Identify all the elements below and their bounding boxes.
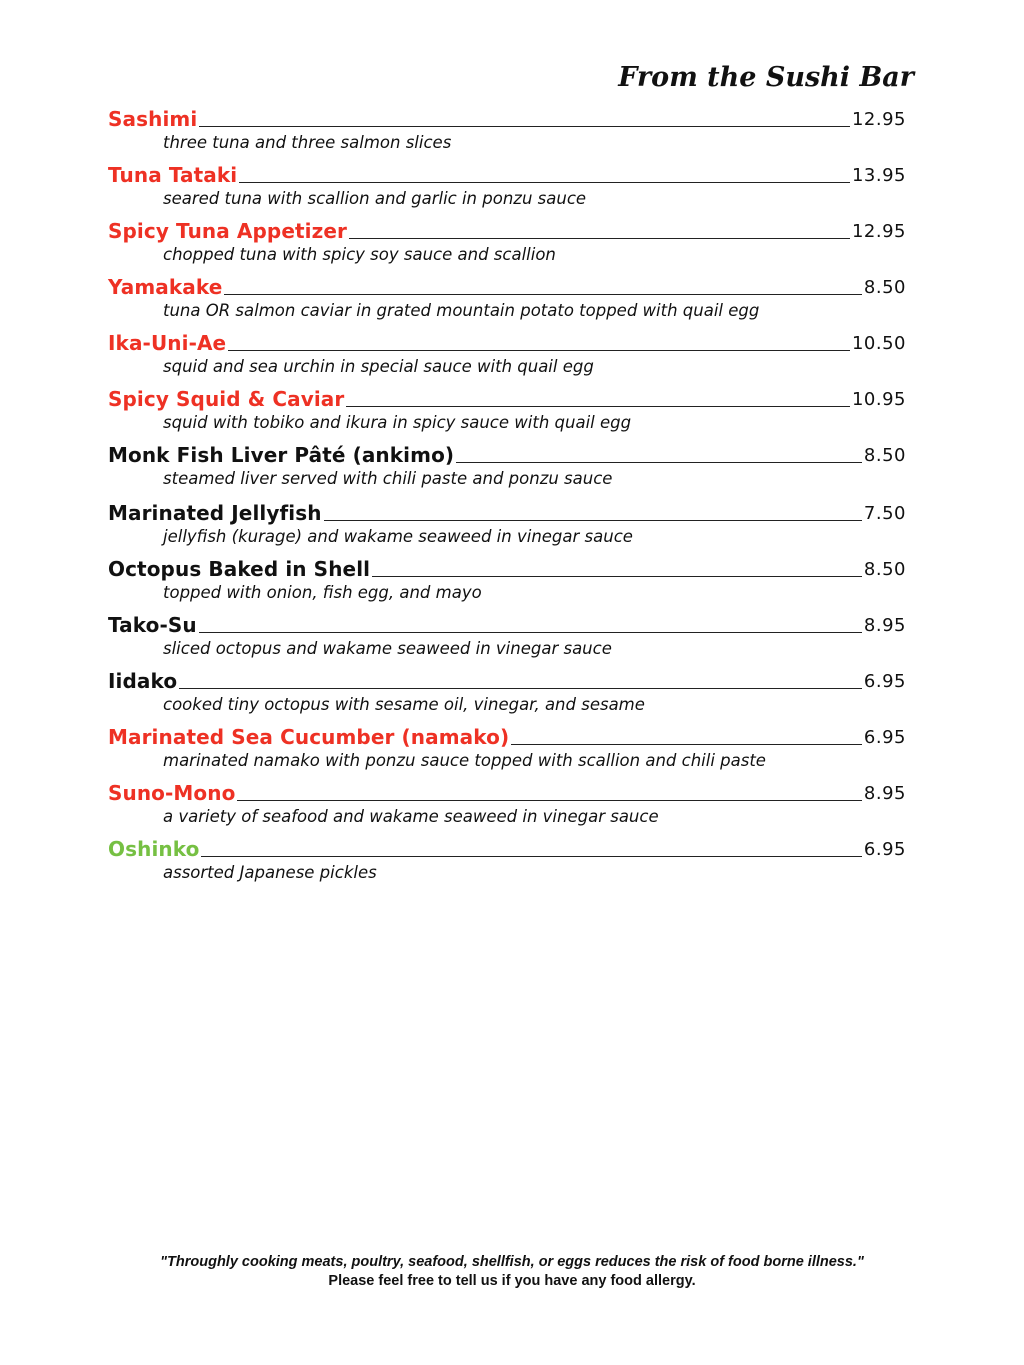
menu-item-price: 8.95 <box>863 783 906 804</box>
menu-item-name: Tako-Su <box>108 613 197 637</box>
page-title: From the Sushi Bar <box>618 62 914 93</box>
menu-item <box>108 324 906 380</box>
menu-item-price: 8.50 <box>863 277 906 298</box>
menu-item-price: 8.50 <box>863 445 906 466</box>
dotted-leader <box>201 856 861 857</box>
menu-item-name: Sashimi <box>108 107 198 131</box>
menu-item-name: Monk Fish Liver Pâté (ankimo) <box>108 443 455 467</box>
menu-list <box>108 100 906 886</box>
menu-item-name: Suno-Mono <box>108 781 236 805</box>
menu-item-description: sliced octopus and wakame seaweed in vinegar sauce <box>163 639 612 658</box>
menu-item-header <box>108 830 906 862</box>
menu-item <box>108 268 906 324</box>
dotted-leader <box>224 294 862 295</box>
footer <box>0 1253 1024 1291</box>
menu-item <box>108 494 906 550</box>
menu-item-header <box>108 494 906 526</box>
menu-item-description: steamed liver served with chili paste and ponzu sauce <box>163 469 613 488</box>
menu-item-name: Octopus Baked in Shell <box>108 557 371 581</box>
menu-item-header <box>108 550 906 582</box>
menu-item-header <box>108 380 906 412</box>
menu-item-header <box>108 606 906 638</box>
menu-item <box>108 380 906 436</box>
menu-item-price: 6.95 <box>863 727 906 748</box>
menu-item <box>108 212 906 268</box>
menu-item-description: marinated namako with ponzu sauce topped with scallion and chili paste <box>163 751 766 770</box>
menu-item-price: 13.95 <box>851 165 906 186</box>
menu-item-description: squid with tobiko and ikura in spicy sauce with quail egg <box>163 413 632 432</box>
dotted-leader <box>346 406 850 407</box>
menu-item <box>108 718 906 774</box>
menu-item-header <box>108 774 906 806</box>
menu-item-description: a variety of seafood and wakame seaweed in vinegar sauce <box>163 807 659 826</box>
menu-item-description: assorted Japanese pickles <box>163 863 377 882</box>
menu-item-header <box>108 212 906 244</box>
menu-item-price: 6.95 <box>863 839 906 860</box>
menu-item-price: 7.50 <box>863 503 906 524</box>
dotted-leader <box>199 632 862 633</box>
dotted-leader <box>237 800 861 801</box>
dotted-leader <box>228 350 850 351</box>
menu-item-description: tuna OR salmon caviar in grated mountain potato topped with quail egg <box>163 301 760 320</box>
menu-item <box>108 550 906 606</box>
menu-item-price: 10.95 <box>851 389 906 410</box>
menu-item-description: jellyfish (kurage) and wakame seaweed in vinegar sauce <box>163 527 633 546</box>
menu-item-name: Iidako <box>108 669 178 693</box>
dotted-leader <box>349 238 850 239</box>
menu-item-name: Spicy Tuna Appetizer <box>108 219 347 243</box>
menu-item-header <box>108 100 906 132</box>
menu-item <box>108 156 906 212</box>
menu-item-name: Marinated Sea Cucumber (namako) <box>108 725 510 749</box>
dotted-leader <box>511 744 862 745</box>
menu-item-price: 12.95 <box>851 109 906 130</box>
menu-item <box>108 606 906 662</box>
menu-item-name: Yamakake <box>108 275 223 299</box>
food-safety-warning: "Throughly cooking meats, poultry, seafood, shellfish, or eggs reduces the risk of food borne illness." <box>160 1254 864 1270</box>
allergy-notice: Please feel free to tell us if you have any food allergy. <box>328 1273 696 1289</box>
menu-item-name: Tuna Tataki <box>108 163 238 187</box>
menu-item-price: 12.95 <box>851 221 906 242</box>
menu-item-header <box>108 324 906 356</box>
menu-item-header <box>108 436 906 468</box>
dotted-leader <box>372 576 862 577</box>
menu-item-description: squid and sea urchin in special sauce with quail egg <box>163 357 594 376</box>
menu-item-header <box>108 156 906 188</box>
dotted-leader <box>179 688 862 689</box>
menu-item-header <box>108 662 906 694</box>
dotted-leader <box>239 182 850 183</box>
menu-item-name: Spicy Squid & Caviar <box>108 387 345 411</box>
dotted-leader <box>324 520 862 521</box>
menu-item-price: 6.95 <box>863 671 906 692</box>
menu-item <box>108 830 906 886</box>
menu-item-description: topped with onion, fish egg, and mayo <box>163 583 482 602</box>
menu-item-price: 8.50 <box>863 559 906 580</box>
menu-item-description: cooked tiny octopus with sesame oil, vinegar, and sesame <box>163 695 645 714</box>
menu-item-header <box>108 718 906 750</box>
menu-item-description: chopped tuna with spicy soy sauce and scallion <box>163 245 556 264</box>
menu-item-name: Ika-Uni-Ae <box>108 331 227 355</box>
menu-item <box>108 662 906 718</box>
menu-item <box>108 436 906 494</box>
menu-item-name: Oshinko <box>108 837 200 861</box>
menu-item-price: 10.50 <box>851 333 906 354</box>
menu-item-header <box>108 268 906 300</box>
menu-item <box>108 774 906 830</box>
dotted-leader <box>456 462 862 463</box>
menu-item-price: 8.95 <box>863 615 906 636</box>
dotted-leader <box>199 126 850 127</box>
menu-item-description: three tuna and three salmon slices <box>163 133 452 152</box>
menu-item-name: Marinated Jellyfish <box>108 501 322 525</box>
menu-item <box>108 100 906 156</box>
menu-item-description: seared tuna with scallion and garlic in ponzu sauce <box>163 189 587 208</box>
